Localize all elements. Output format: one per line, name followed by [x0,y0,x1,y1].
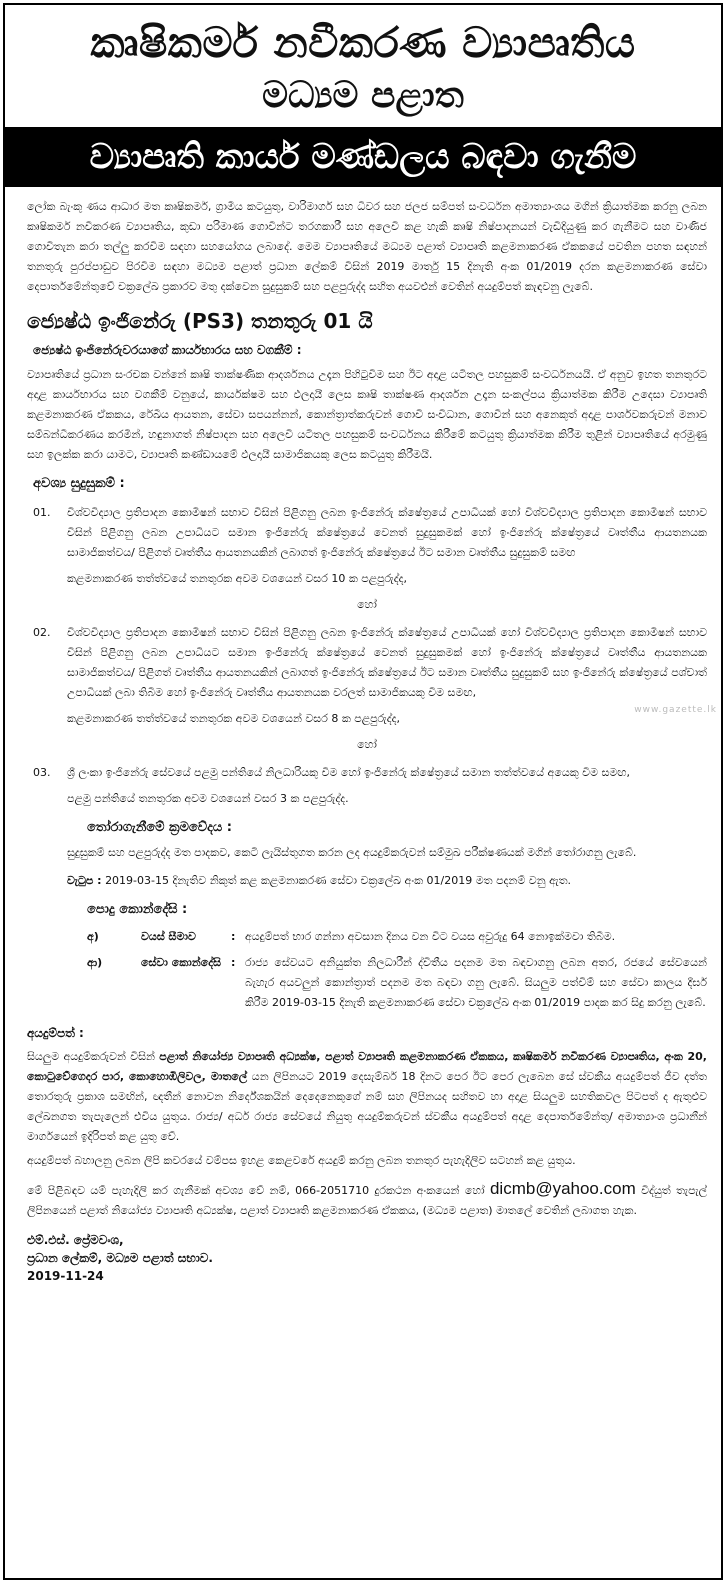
or-separator: හෝ [357,598,377,611]
condition-colon: : [231,956,236,969]
province-title: මධ්‍යම පළාත [262,75,464,116]
duties-heading: ජ්‍යෙෂ්ඨ ඉංජිනේරුවරයාගේ කාර්යභාරය සහ වගකීම් : [33,343,302,357]
application-heading: අයදුම්පත් : [27,1026,84,1040]
signatory-role: ප්‍රධාන ලේකම්, මධ්‍යම පළාත් සභාව. [27,1251,213,1265]
recruitment-banner: ව්‍යාපෘති කාර්ය මණ්ඩලය බඳවා ගැනීම [5,127,721,187]
contact-text-before: මේ පිළිබඳව යම් පැහැදිලි කර ගැනීමක් අවශ්‍ය වේ නම්, 066-2051710 දුරකථන අංකයෙන් හෝ [27,1184,490,1197]
condition-label: වයස් සීමාව [141,930,196,943]
requirement-text: ශ්‍රී ලංකා ඉංජිනේරු සේවයේ පළමු පන්තියේ නිලධාරියකු වීම හෝ ඉංජිනේරු ක්ෂේත්‍රයේ සමාන තත්ත්වයේ අයෙකු වීම සමඟ, [67,766,631,779]
requirement-number: 03. [33,766,51,779]
application-text-after: යන ලිපිනයට 2019 දෙසැම්බර් 18 දිනට පෙර ඊට පෙර ලැබෙන සේ ස්වකීය අයදුම්පත් ජීව දත්ත තොරතුරු ප්‍රකාශ සමඟින්, ඥතීන් නොවන නිර්දේශකයින් දෙදෙනෙකුගේ නම් සහ ලිපිනයද සහිතව හා අදාළ සියලුම සහතිකවල පිටපත් ද ඇතුළුව ලේඛනගත තැපැලෙන් එවිය යුතුය. රාජ්‍ය/ අර්ධ රාජ්‍ය සේවයේ නියුතු අයදුම්කරුවන් ස්වකීය අයදුම්පත් අදාළ දෙපාර්තමේන්තු/ අමාත්‍යාංශ ප්‍රධානීන් මාර්ගයෙන් ඉදිරිපත් කළ යුතු වේ. [27,1070,707,1143]
salary-note [67,871,707,891]
condition-text: රාජ්‍ය සේවයට අනියුක්ත නිලධාරීන් ද්විතීය පදනම මත බඳවාගනු ලබන අතර, රජයේ සේවයෙන් බැහැර අයවලුන් කොන්ත්‍රාත් පදනම මත බඳවා ගනු ලැබේ. සියලුම පත්වීම් සහ සේවා කාලය දීර්ඝ කිරීම 2019-03-15 දිනැති කළමනාකරණ සේවා චක්‍රලේඛ අංක 01/2019 පාදක කර සිදු කරනු ලැබේ. [245,956,707,1009]
requirement-number: 02. [33,626,51,639]
selection-heading: තෝරාගැනීමේ ක්‍රමවේදය : [87,820,232,835]
requirement-experience: පළමු පන්තියේ තනතුරක අවම වශයෙන් වසර 3 ක පළපුරුද්ද. [67,792,349,805]
condition-item [27,953,707,1013]
condition-text: අයදුම්පත් භාර ගන්නා අවසාන දිනය වන විට වයස අවුරුදු 64 නොඉක්මවා තිබීම. [245,930,616,943]
requirement-text: විශ්වවිද්‍යාල ප්‍රතිපාදන කොමිෂන් සභාව විසින් පිළිගනු ලබන ඉංජිනේරු ක්ෂේත්‍රයේ උපාධියක් හෝ විශ්වවිද්‍යාල ප්‍රතිපාදන කොමිෂන් සභාව විසින් පිළිගනු ලබන උපාධියට සමාන ඉංජිනේරු ක්ෂේත්‍රයේ වෙනත් සුදුසුකමක් හෝ ඉංජිනේරු ක්ෂේත්‍රයේ වෘත්තීය ආයතනයක සාමාජිකත්වය/ පිළිගත් වෘත්තීය ආයතනයකින් ලබාගත් ඉංජිනේරු ක්ෂේත්‍රයේ ඊට සමාන වෘත්තීය සුදුසුකම් සමඟ [67,506,707,559]
condition-label: සේවා කොන්දේසි [141,956,222,969]
requirement-number: 01. [33,506,51,519]
advertisement-page [3,3,723,1580]
signature-date: 2019-11-24 [27,1269,104,1283]
condition-letter: අ) [87,930,99,943]
conditions-heading: පොදු කොන්දේසි : [87,902,188,917]
application-address: පළාත් නියෝජ්‍ය ව්‍යාපෘති අධ්‍යක්ෂ, පළාත් ව්‍යාපෘති කළමනාකරණ ඒකකය, කෘෂිකර්ම නවීකරණ ව්‍යාපෘතිය, අංක 20, කොටුවේගෙදර පාර, කොහොඹිලිවල, මාතලේ [27,1050,707,1083]
signatory-name: එම්.එස්. ප්‍රේමවංශ, [27,1233,124,1247]
application-text-before: සියලුම අයදුම්කරුවන් විසින් [27,1050,160,1063]
requirement-item [27,623,707,703]
signature-block [27,1231,707,1285]
requirements-heading: අවශ්‍ය සුදුසුකම් : [33,476,125,491]
requirement-item [27,763,707,783]
contact-text-after: විද්යුත් තැපැල් ලිපිනයෙන් පළාත් නියෝජ්‍ය ව්‍යාපෘති අධ්‍යක්ෂ, පළාත් ව්‍යාපෘති කළමනාකරණ ඒකකය, (මධ්‍යම පළාත) මාතලේ වෙතින් ලබාගත හැක. [27,1184,707,1217]
email-address[interactable]: dicmb@yahoo.com [489,1179,636,1198]
post-title: ජ්‍යෙෂ්ඨ ඉංජිනේරු (PS3) තනතුරු 01 යි [27,309,373,333]
condition-letter: ආ) [87,956,103,969]
salary-label: වැටුප : [67,874,102,887]
salary-text: 2019-03-15 දිනැතිව නිකුත් කළ කළමනාකරණ සේවා චක්‍රලේඛ අංක 01/2019 මත පදනම් වනු ඇත. [105,874,572,887]
requirement-text: විශ්වවිද්‍යාල ප්‍රතිපාදන කොමිෂන් සභාව විසින් පිළිගනු ලබන ඉංජිනේරු ක්ෂේත්‍රයේ උපාධියක් හෝ විශ්වවිද්‍යාල ප්‍රතිපාදන කොමිෂන් සභාව විසින් පිළිගනු ලබන උපාධියට සමාන ඉංජිනේරු ක්ෂේත්‍රයේ වෙනත් සුදුසුකමක් හෝ ඉංජිනේරු ක්ෂේත්‍රයේ වෘත්තීය ආයතනයක සාමාජිකත්වය/ පිළිගත් වෘත්තීය ආයතනයකින් ලබාගත් ඉංජිනේරු ක්ෂේත්‍රයේ ඊට සමාන වෘත්තීය සුදුසුකම් සහ ඉංජිනේරු ක්ෂේත්‍රයේ පශ්චාත් උපාධියක් ලබා තිබීම හෝ ඉංජිනේරු වෘත්තීය ආයතනයක වරලත් සාමාජිකයකු වීම සමඟ, [67,626,707,699]
contact-paragraph [27,1179,707,1221]
application-paragraph [27,1047,707,1147]
intro-paragraph: ලෝක බැංකු ණය ආධාර මත කෘෂිකර්ම, ග්‍රාමීය කටයුතු, වාරිමාර්ග සහ ධීවර සහ ජලජ සම්පත් සංවර්ධන අමාත්‍යාංශය මගින් ක්‍රියාත්මක කරනු ලබන කෘෂිකර්ම නවීකරණ ව්‍යාපෘතිය, කුඩා පරිමාණ ගොවීන්ට තරගකාරී සහ අලෙවි කළ හැකි කෘෂි නිෂ්පාදනයන් වැඩිදියුණු කර ගැනීමට සහ වාණිජ ගොවිතැන කරා තල්ලු කරවීම සඳහා සහයෝගය ලබාදේ. මෙම ව්‍යාපෘතියේ මධ්‍යම පළාත් ව්‍යාපෘති කළමනාකරණ ඒකකයේ පවතින පහත සඳහන් තනතුරු පුරප්පාඩුව පිරවීම සඳහා මධ්‍යම පළාත් ප්‍රධාන ලේකම් විසින් 2019 මාර්තු 15 දිනැති අංක 01/2019 දරන කළමනාකරණ සේවා දෙපාර්තමේන්තුවේ චක්‍රලේඛ ප්‍රකාරව මතු දක්වෙන සුදුසුකම් සහ පළපුරුද්ද සහිත අයවළුන් වෙතින් අයදුම්පත් කැඳවනු ලැබේ. [27,200,707,293]
requirement-item [27,503,707,563]
project-title: කෘෂිකර්ම නවීකරණ ව්‍යාපෘතිය [90,18,636,67]
watermark-text: www.gazette.lk [634,705,717,715]
requirement-experience: කළමනාකරණ තත්ත්වයේ තනතුරක අවම වශයෙන් වසර 8 ක පළපුරුද්ද, [67,712,401,725]
condition-colon: : [231,930,236,943]
or-separator: හෝ [357,738,377,751]
requirement-experience: කළමනාකරණ තත්ත්වයේ තනතුරක අවම වශයෙන් වසර 10 ක පළපුරුද්ද, [67,572,408,585]
selection-text: සුදුසුකම් සහ පළපුරුද්ද මත පාදකව, කෙටි ලැයිස්තුගත කරන ලද අයදුම්කරුවන් සම්මුඛ පරීක්ෂණයක් මගින් තෝරාගනු ලැබේ. [67,846,637,859]
envelope-instruction: අයදුම්පත් බහාලනු ලබන ලිපි කවරයේ වම්පස ඉහළ කෙළවරේ අයදුම් කරනු ලබන තනතුර පැහැදිලිව සටහන් කළ යුතුය. [27,1154,576,1167]
notice-body [5,197,721,1285]
condition-item [27,927,707,947]
duties-paragraph: ව්‍යාපෘතියේ ප්‍රධාන සංරචක වන්නේ කෘෂි තාක්ෂණික ආදර්ශනය උදෑන පිහිටුවීම සහ ඊට අදාළ යටිතල පහසුකම් සංවර්ධනයයි. ඒ අනුව ඉහත තනතුරට අදාළ කාර්යභාරය සහ වගකීම් වනුයේ, කාර්යක්ෂම සහ ඵලදායී ලෙස කෘෂි තාක්ෂණ ආදර්ශන උදෑන සංකල්පය ක්‍රියාත්මක කිරීම උදෙසා ව්‍යාපෘති කළමනාකරණ ඒකකය, රේඛීය ආයතන, සේවා සපයන්නන්, කොන්ත්‍රාත්කරුවන් ගොවි සංවිධාන, ගොවීන් සහ අනෙකුත් අදාළ පාර්ශවකරුවන් මනාව සම්බන්ධීකරණය කරමින්, හඳුනාගත් නිෂ්පාදන සහ අලෙවි යටිතල පහසුකම් සංවර්ධනය කිරීමේ කටයුතු ක්‍රියාත්මක කිරීම තුළින් ව්‍යාපෘතියේ අරමුණු සහ ඉලක්ක කරා යාමට, ව්‍යාපෘති කණ්ඩායමේ ඵලදායී සාමාජිකයකු ලෙස කටයුතු කිරීමයි. [27,368,707,461]
